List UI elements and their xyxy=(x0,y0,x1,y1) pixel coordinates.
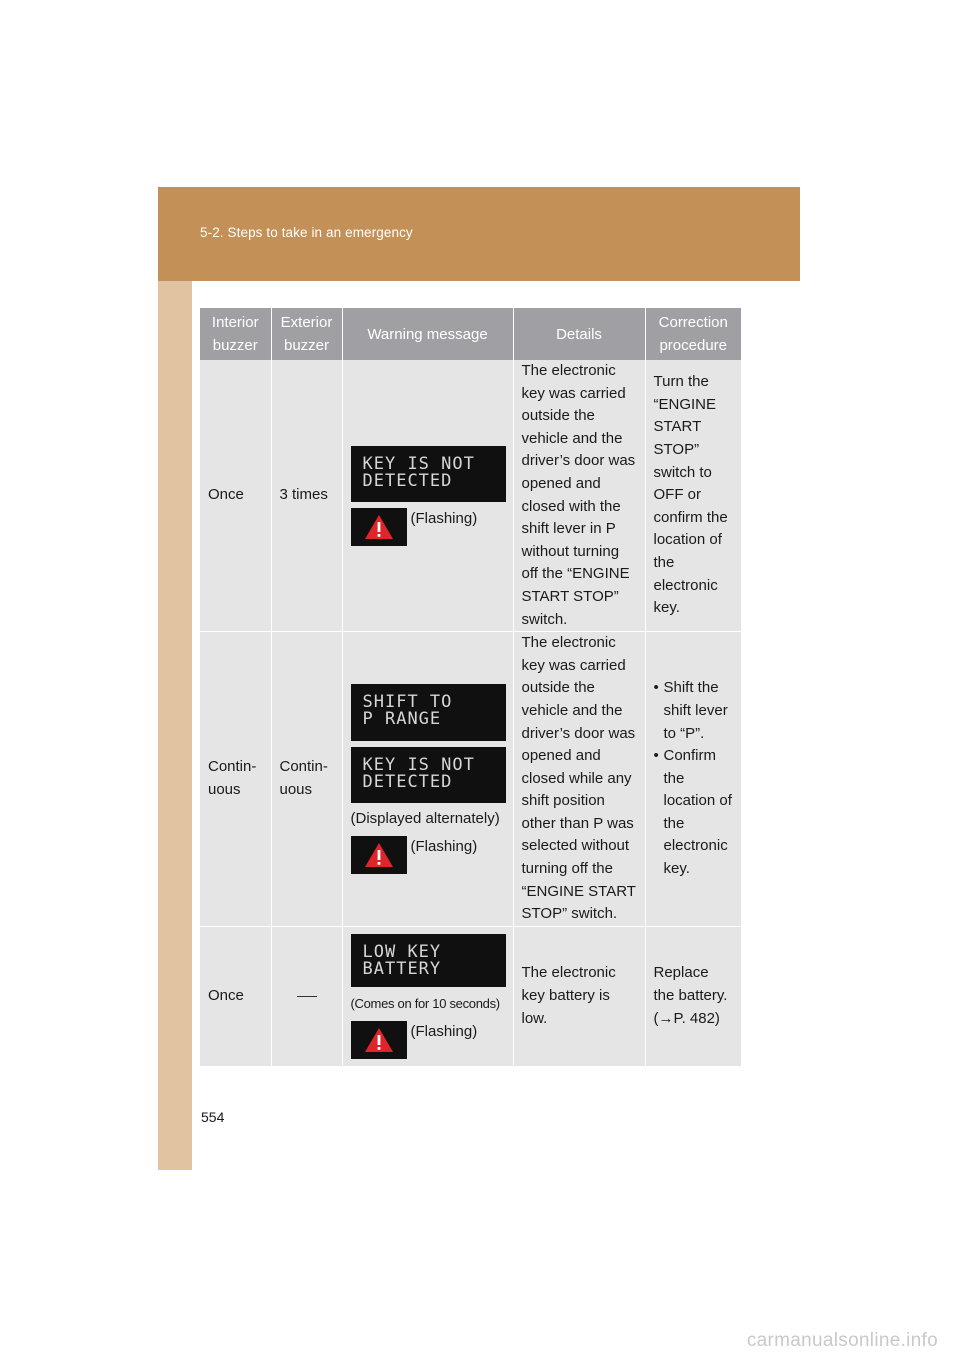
flashing-label: (Flashing) xyxy=(410,509,478,527)
table-header-row xyxy=(200,308,741,360)
correction-step: • Shift the shift lever to “P”. xyxy=(654,677,734,745)
exterior-buzzer-cell xyxy=(271,926,342,1066)
interior-buzzer-cell: Once xyxy=(200,926,271,1066)
flashing-label: (Flashing) xyxy=(410,1023,478,1041)
lcd-line: LOW KEY xyxy=(362,941,442,962)
flashing-label: (Flashing) xyxy=(410,838,478,856)
section-title: 5-2. Steps to take in an emergency xyxy=(200,225,413,240)
warning-message-cell xyxy=(342,632,513,927)
warning-triangle-icon xyxy=(351,836,407,874)
details-cell: The electronic key battery is low. xyxy=(513,926,645,1066)
header-details: Details xyxy=(513,308,645,360)
page-number: 554 xyxy=(201,1109,225,1125)
correction-cell: Replace the battery. (→P. 482) xyxy=(645,926,741,1066)
warning-triangle-icon xyxy=(351,508,407,546)
table-row xyxy=(200,360,741,632)
header-exterior-buzzer: Exterior buzzer xyxy=(271,308,342,360)
master-warning-indicator xyxy=(351,508,505,546)
header-warning-message: Warning message xyxy=(342,308,513,360)
master-warning-indicator xyxy=(351,1021,505,1059)
details-cell: The electronic key was carried outside the vehicle and the driver’s door was opened and closed with the shift lever in P without turning off the “ENGINE START STOP” switch. xyxy=(513,360,645,632)
interior-buzzer-cell: Contin-uous xyxy=(200,632,271,927)
header-interior-buzzer: Interior buzzer xyxy=(200,308,271,360)
header-correction: Correction procedure xyxy=(645,308,741,360)
table-row xyxy=(200,632,741,927)
section-header-bar xyxy=(158,187,800,281)
watermark: carmanualsonline.info xyxy=(746,1330,938,1351)
exterior-buzzer-cell: Contin-uous xyxy=(271,632,342,927)
lcd-line: BATTERY xyxy=(362,958,442,979)
page-side-band xyxy=(158,187,192,1170)
lcd-line: P RANGE xyxy=(362,708,442,729)
lcd-display xyxy=(351,747,506,803)
lcd-display xyxy=(351,684,506,741)
interior-buzzer-cell: Once xyxy=(200,360,271,632)
correction-cell xyxy=(645,632,741,927)
lcd-line: DETECTED xyxy=(362,771,453,792)
none-dash xyxy=(297,996,317,997)
exterior-buzzer-cell: 3 times xyxy=(271,360,342,632)
lcd-line: KEY IS NOT xyxy=(362,754,475,775)
display-note: (Comes on for 10 seconds) xyxy=(350,995,500,1011)
lcd-line: KEY IS NOT xyxy=(362,453,475,474)
warning-triangle-icon xyxy=(351,1021,407,1059)
correction-list xyxy=(654,677,734,880)
lcd-line: SHIFT TO xyxy=(362,691,453,712)
correction-cell: Turn the “ENGINE START STOP” switch to OFF or confirm the location of the electronic key. xyxy=(645,360,741,632)
master-warning-indicator xyxy=(351,836,505,874)
display-note: (Displayed alternately) xyxy=(350,809,500,827)
details-cell: The electronic key was carried outside the vehicle and the driver’s door was opened and closed while any shift position other than P was selected without turning off the “ENGINE START STOP” switch. xyxy=(513,632,645,927)
warning-message-cell xyxy=(342,360,513,632)
correction-step: • Confirm the location of the electronic key. xyxy=(654,745,734,881)
table-row xyxy=(200,926,741,1066)
lcd-display xyxy=(351,446,506,502)
lcd-display xyxy=(351,934,506,987)
lcd-line: DETECTED xyxy=(362,470,453,491)
warning-table xyxy=(200,308,741,1067)
warning-message-cell xyxy=(342,926,513,1066)
